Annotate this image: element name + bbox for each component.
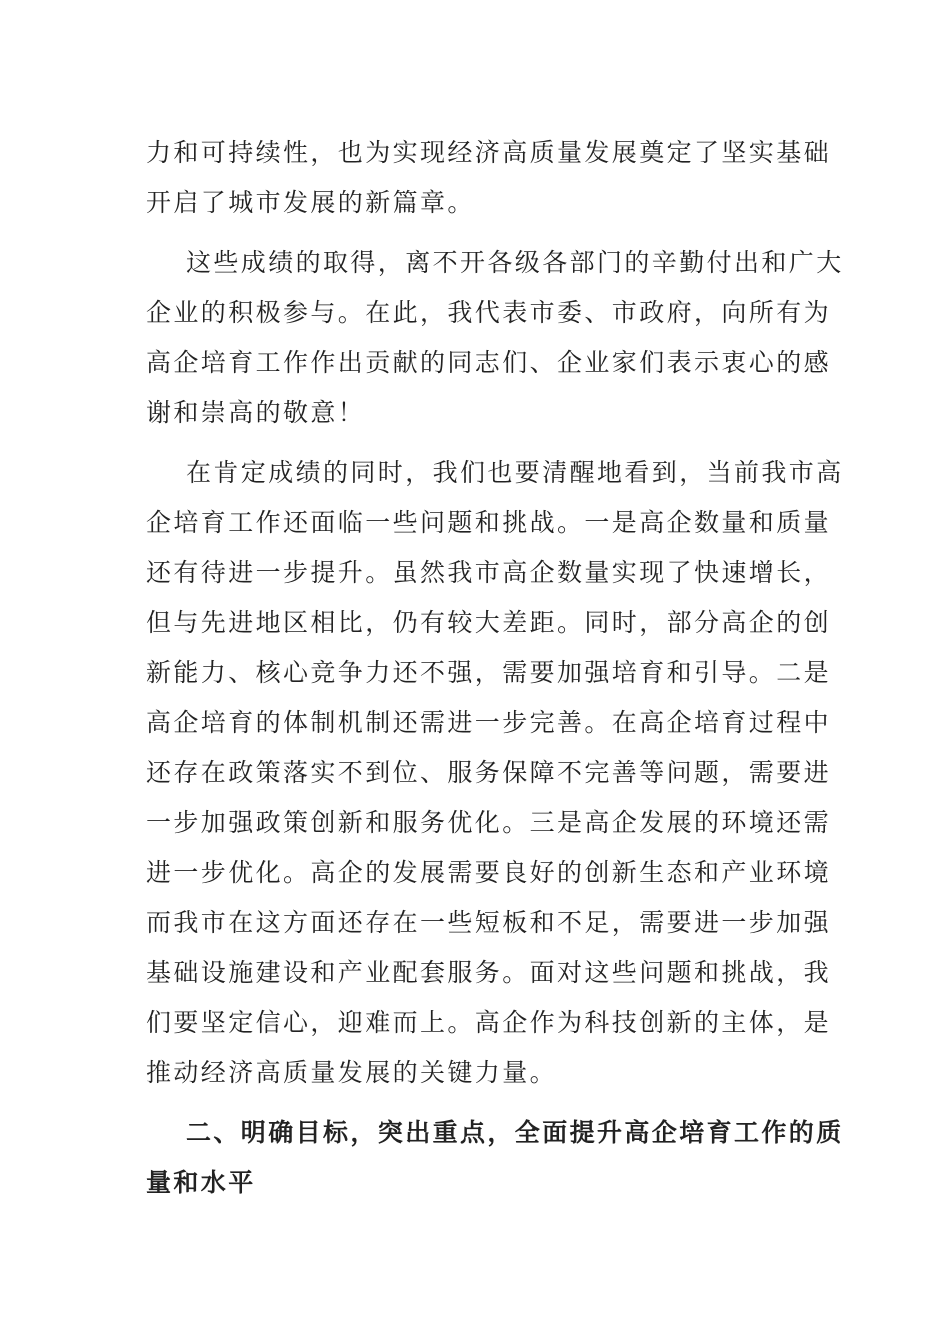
text-line: 谢和崇高的敬意！ [146,398,366,427]
heading-line: 量和水平 [146,1168,256,1197]
text-line: 一步加强政策创新和服务优化。三是高企发展的环境还需 [146,808,832,837]
text-line: 新能力、核心竞争力还不强，需要加强培育和引导。二是 [146,658,832,687]
text-line: 高企培育的体制机制还需进一步完善。在高企培育过程中 [146,708,832,737]
text-line: 在肯定成绩的同时，我们也要清醒地看到，当前我市高 [186,458,844,487]
text-line: 基础设施建设和产业配套服务。面对这些问题和挑战，我 [146,958,832,987]
text-line: 而我市在这方面还存在一些短板和不足，需要进一步加强 [146,908,832,937]
heading-line: 二、明确目标，突出重点，全面提升高企培育工作的质 [186,1118,844,1147]
text-line: 企培育工作还面临一些问题和挑战。一是高企数量和质量 [146,508,832,537]
document-page [146,128,844,1218]
paragraph-3 [146,448,844,1098]
text-line: 开启了城市发展的新篇章。 [146,188,475,217]
text-line: 们要坚定信心，迎难而上。高企作为科技创新的主体，是 [146,1008,832,1037]
paragraph-2 [146,238,844,438]
section-heading [146,1108,844,1208]
text-line: 但与先进地区相比，仍有较大差距。同时，部分高企的创 [146,608,832,637]
paragraph-1 [146,128,832,228]
text-line: 这些成绩的取得，离不开各级各部门的辛勤付出和广大 [186,248,844,277]
text-line: 还有待进一步提升。虽然我市高企数量实现了快速增长， [146,558,832,587]
text-line: 进一步优化。高企的发展需要良好的创新生态和产业环境 [146,858,832,887]
text-line: 推动经济高质量发展的关键力量。 [146,1058,558,1087]
text-line: 企业的积极参与。在此，我代表市委、市政府，向所有为 [146,298,832,327]
text-line: 还存在政策落实不到位、服务保障不完善等问题，需要进 [146,758,832,787]
text-line: 力和可持续性，也为实现经济高质量发展奠定了坚实基础 [146,138,832,167]
text-line: 高企培育工作作出贡献的同志们、企业家们表示衷心的感 [146,348,832,377]
